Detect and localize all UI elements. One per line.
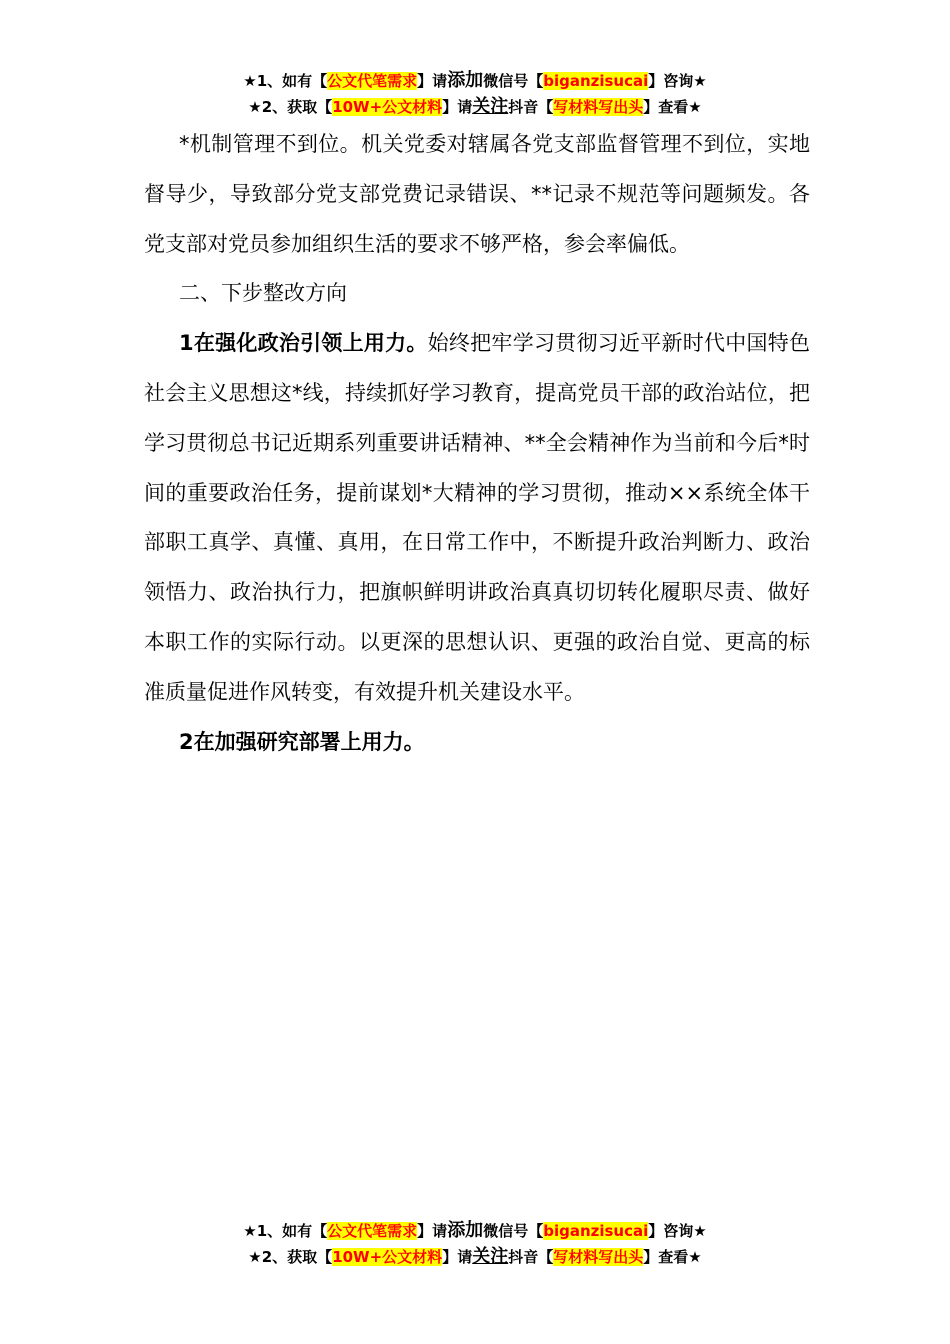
paragraph-lead: 2在加强研究部署上用力。	[179, 729, 425, 754]
banner-text: 】请	[417, 1222, 448, 1240]
banner-emphasis: 关注	[472, 1246, 509, 1267]
banner-emphasis: 添加	[447, 70, 484, 91]
banner-text: 微信号【	[483, 1222, 544, 1240]
banner-highlight: 10W+公文材料	[332, 1248, 443, 1266]
banner-text: 】咨询★	[648, 72, 707, 90]
banner-text: 】查看★	[643, 1248, 702, 1266]
banner-line-2	[0, 94, 950, 120]
paragraph-text: 始终把牢学习贯彻习近平新时代中国特色社会主义思想这*线，持续抓好学习教育，提高党员干部的政治站位，把学习贯彻总书记近期系列重要讲话精神、**全会精神作为当前和今后*时间的重要政治任务，提前谋划*大精神的学习贯彻，推动××系统全体干部职工真学、真懂、真用，在日常工作中，不断提升政治判断力、政治领悟力、政治执行力，把旗帜鲜明讲政治真真切切转化履职尽责、做好本职工作的实际行动。以更深的思想认识、更强的政治自觉、更高的标准质量促进作风转变，有效提升机关建设水平。	[144, 331, 810, 704]
banner-text: 】请	[442, 1248, 473, 1266]
header-banner	[0, 68, 950, 120]
banner-text: 】查看★	[643, 98, 702, 116]
footer-banner	[0, 1218, 950, 1270]
banner-highlight: 公文代笔需求	[327, 1222, 418, 1240]
banner-highlight: biganzisucai	[543, 1222, 649, 1240]
banner-text: 抖音【	[508, 98, 554, 116]
banner-text: 】咨询★	[648, 1222, 707, 1240]
paragraph-lead: 1在强化政治引领上用力。	[179, 331, 428, 356]
banner-line-2	[0, 1244, 950, 1270]
section-heading: 二、下步整改方向	[179, 281, 347, 306]
banner-highlight: 公文代笔需求	[327, 72, 418, 90]
banner-text: 抖音【	[508, 1248, 554, 1266]
banner-text: ★1、如有【	[243, 72, 328, 90]
paragraph-research-deployment	[144, 718, 810, 768]
banner-text: 微信号【	[483, 72, 544, 90]
banner-line-1	[0, 1218, 950, 1244]
banner-text: ★2、获取【	[248, 1248, 333, 1266]
paragraph-political-guidance	[144, 319, 810, 717]
banner-highlight: 写材料写出头	[553, 98, 644, 116]
banner-text: 】请	[442, 98, 473, 116]
paragraph-mechanism: *机制管理不到位。机关党委对辖属各党支部监督管理不到位，实地督导少，导致部分党支部党费记录错误、**记录不规范等问题频发。各党支部对党员参加组织生活的要求不够严格，参会率偏低。	[144, 132, 810, 256]
banner-text: ★2、获取【	[248, 98, 333, 116]
banner-text: ★1、如有【	[243, 1222, 328, 1240]
banner-highlight: 写材料写出头	[553, 1248, 644, 1266]
document-body	[144, 120, 810, 767]
banner-highlight: 10W+公文材料	[332, 98, 443, 116]
banner-emphasis: 关注	[472, 96, 509, 117]
banner-line-1	[0, 68, 950, 94]
banner-highlight: biganzisucai	[543, 72, 649, 90]
banner-text: 】请	[417, 72, 448, 90]
banner-emphasis: 添加	[447, 1220, 484, 1241]
